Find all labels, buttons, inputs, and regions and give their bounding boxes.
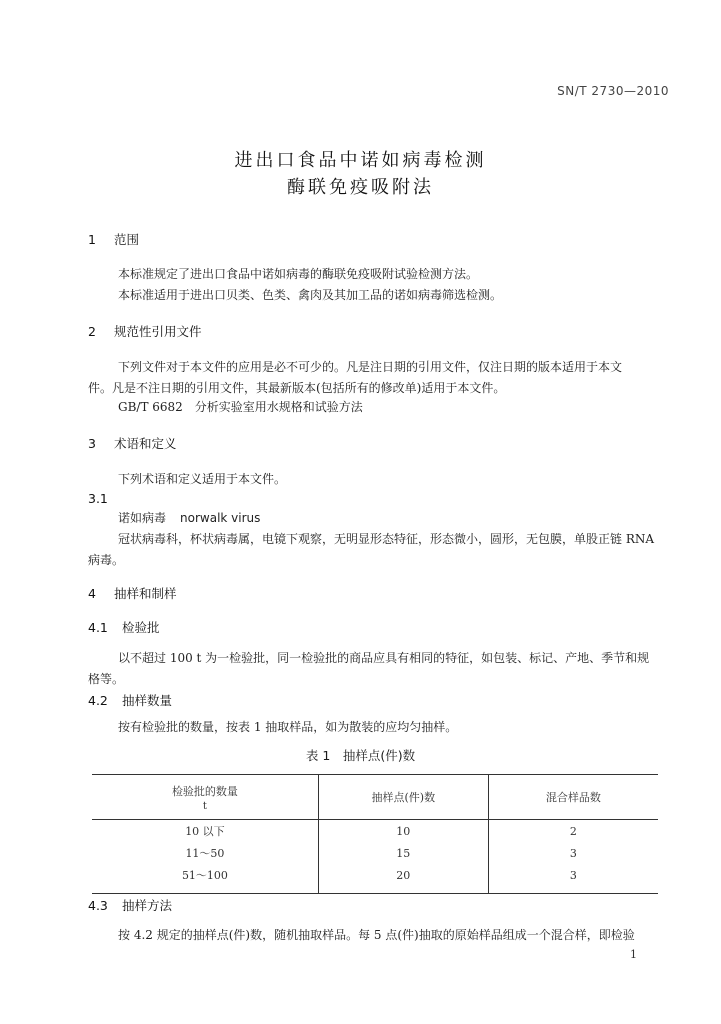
section-2-reference: GB/T 6682 分析实验室用水规格和试验方法 bbox=[118, 400, 363, 414]
section-3-heading: 3 术语和定义 bbox=[88, 436, 177, 451]
standard-code: SN/T 2730—2010 bbox=[557, 84, 669, 98]
table-header-row bbox=[92, 775, 658, 820]
section-1-paragraph-1: 本标准规定了进出口食品中诺如病毒的酶联免疫吸附试验检测方法。 bbox=[118, 267, 479, 281]
table-row: 11～50 15 3 bbox=[92, 842, 658, 864]
section-3-paragraph-1: 下列术语和定义适用于本文件。 bbox=[118, 472, 287, 486]
subsection-4-1-paragraph: 以不超过 100 t 为一检验批，同一检验批的商品应具有相同的特征，如包装、标记、产地、季节和规 bbox=[118, 651, 650, 665]
subsection-3-1-number: 3.1 bbox=[88, 491, 108, 506]
document-title: 进出口食品中诺如病毒检测 bbox=[234, 150, 487, 171]
section-4-heading: 4 抽样和制样 bbox=[88, 586, 177, 601]
section-1-heading: 1 范围 bbox=[88, 232, 140, 247]
page-number: 1 bbox=[630, 948, 637, 961]
subsection-4-3-paragraph: 按 4.2 规定的抽样点(件)数，随机抽取样品。每 5 点(件)抽取的原始样品组成一个混合样，即检验 bbox=[118, 928, 635, 942]
subsection-4-2-heading: 4.2 抽样数量 bbox=[88, 693, 173, 708]
header-batch-unit: t bbox=[202, 800, 207, 812]
term-chinese: 诺如病毒 bbox=[118, 511, 167, 525]
subsection-4-3-heading: 4.3 抽样方法 bbox=[88, 898, 173, 913]
table-row: 10 以下 10 2 bbox=[92, 820, 658, 843]
header-sample-points: 抽样点(件)数 bbox=[318, 775, 488, 820]
section-1-paragraph-2: 本标准适用于进出口贝类、色类、禽肉及其加工品的诺如病毒筛选检测。 bbox=[118, 288, 503, 302]
subsection-4-1-heading: 4.1 检验批 bbox=[88, 620, 160, 635]
header-mixed-samples: 混合样品数 bbox=[488, 775, 658, 820]
sampling-table bbox=[92, 774, 658, 894]
section-2-paragraph-1-cont: 件。凡是不注日期的引用文件，其最新版本(包括所有的修改单)适用于本文件。 bbox=[88, 381, 506, 395]
subsection-4-2-paragraph: 按有检验批的数量，按表 1 抽取样品，如为散装的应均匀抽样。 bbox=[118, 720, 458, 734]
table-1-caption: 表 1 抽样点(件)数 bbox=[305, 748, 416, 763]
header-batch-quantity: 检验批的数量 t bbox=[92, 775, 318, 820]
term-entry bbox=[88, 508, 660, 529]
section-2-paragraph-1: 下列文件对于本文件的应用是必不可少的。凡是注日期的引用文件，仅注日期的版本适用于本文 bbox=[118, 360, 623, 374]
term-english: norwalk virus bbox=[180, 511, 261, 525]
document-subtitle: 酶联免疫吸附法 bbox=[287, 177, 434, 198]
table-row: 51～100 20 3 bbox=[92, 864, 658, 894]
term-definition-cont: 病毒。 bbox=[88, 553, 125, 567]
section-2-heading: 2 规范性引用文件 bbox=[88, 324, 202, 339]
term-definition: 冠状病毒科，杯状病毒属，电镜下观察，无明显形态特征，形态微小，圆形，无包膜，单股正链 RNA bbox=[118, 532, 655, 546]
subsection-4-1-paragraph-cont: 格等。 bbox=[88, 672, 125, 686]
